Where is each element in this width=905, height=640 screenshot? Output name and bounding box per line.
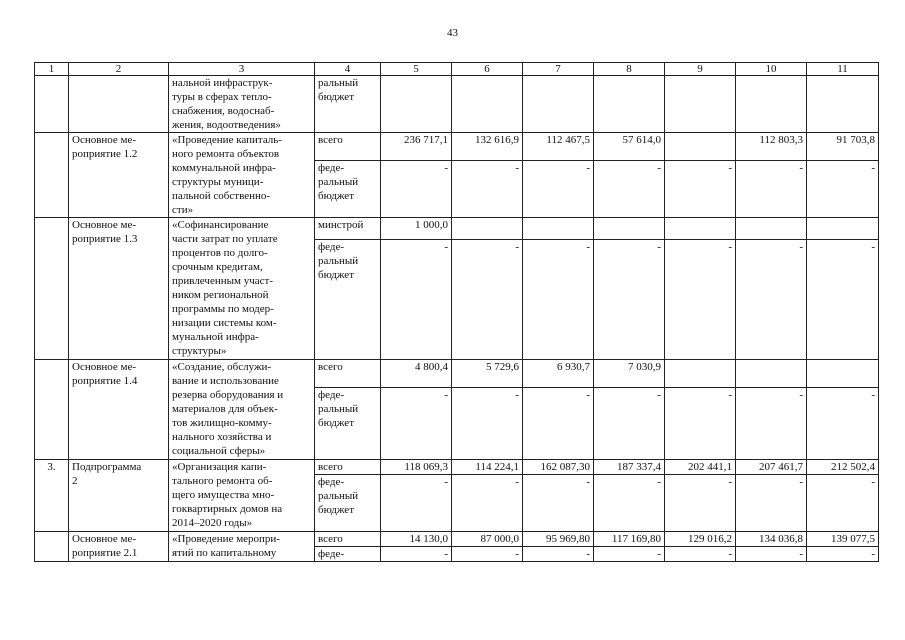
value-cell: - — [523, 240, 594, 360]
value-cell: - — [736, 388, 807, 460]
value-cell — [523, 218, 594, 240]
value-cell: 14 130,0 — [381, 532, 452, 547]
value-cell — [665, 360, 736, 388]
funding-source: феде- ральный бюджет — [315, 240, 381, 360]
column-header: 6 — [452, 63, 523, 76]
value-cell: - — [381, 240, 452, 360]
budget-table — [34, 62, 879, 562]
value-cell: - — [807, 388, 879, 460]
measure-description: «Проведение капиталь- ного ремонта объектов коммунальной инфра- структуры муници- пальной собственно- сти» — [169, 133, 315, 218]
table-row — [35, 360, 879, 388]
value-cell: - — [665, 161, 736, 218]
column-header: 2 — [69, 63, 169, 76]
measure-name: Основное ме- роприятие 1.3 — [69, 218, 169, 360]
value-cell: - — [452, 240, 523, 360]
funding-source: феде- ральный бюджет — [315, 161, 381, 218]
value-cell: 118 069,3 — [381, 460, 452, 475]
value-cell: - — [381, 475, 452, 532]
value-cell: 6 930,7 — [523, 360, 594, 388]
value-cell: - — [381, 161, 452, 218]
value-cell: 202 441,1 — [665, 460, 736, 475]
value-cell: - — [665, 547, 736, 562]
value-cell: 207 461,7 — [736, 460, 807, 475]
table-row — [35, 218, 879, 240]
measure-description: нальной инфраструк- туры в сферах тепло- снабжения, водоснаб- жения, водоотведения» — [169, 76, 315, 133]
funding-source: феде- ральный бюджет — [315, 475, 381, 532]
value-cell — [807, 360, 879, 388]
value-cell: - — [736, 240, 807, 360]
value-cell: 91 703,8 — [807, 133, 879, 161]
value-cell: 134 036,8 — [736, 532, 807, 547]
value-cell: - — [736, 475, 807, 532]
value-cell: 87 000,0 — [452, 532, 523, 547]
column-header-row — [35, 63, 879, 76]
value-cell: - — [452, 161, 523, 218]
measure-description: «Создание, обслужи- вание и использование резерва оборудования и материалов для объек- тов жилищно-комму- нального хозяйства и социальной сферы» — [169, 360, 315, 460]
value-cell: 117 169,80 — [594, 532, 665, 547]
value-cell — [665, 218, 736, 240]
value-cell — [807, 218, 879, 240]
measure-name: Подпрограмма 2 — [69, 460, 169, 532]
value-cell: - — [665, 240, 736, 360]
value-cell: - — [381, 388, 452, 460]
value-cell: 4 800,4 — [381, 360, 452, 388]
value-cell: - — [807, 161, 879, 218]
value-cell: - — [452, 475, 523, 532]
funding-source: феде- ральный бюджет — [315, 388, 381, 460]
funding-source: ральный бюджет — [315, 76, 381, 133]
value-cell: - — [594, 388, 665, 460]
measure-description: «Проведение меропри- ятий по капитальному — [169, 532, 315, 562]
value-cell: 1 000,0 — [381, 218, 452, 240]
column-header: 7 — [523, 63, 594, 76]
value-cell: 112 467,5 — [523, 133, 594, 161]
value-cell: 57 614,0 — [594, 133, 665, 161]
measure-name: Основное ме- роприятие 1.2 — [69, 133, 169, 218]
column-header: 8 — [594, 63, 665, 76]
value-cell — [736, 360, 807, 388]
value-cell: - — [807, 475, 879, 532]
value-cell: 7 030,9 — [594, 360, 665, 388]
funding-source: феде- — [315, 547, 381, 562]
value-cell: 95 969,80 — [523, 532, 594, 547]
value-cell: - — [665, 388, 736, 460]
column-header: 4 — [315, 63, 381, 76]
value-cell — [594, 218, 665, 240]
table-row — [35, 133, 879, 161]
value-cell: - — [594, 240, 665, 360]
value-cell: - — [523, 161, 594, 218]
value-cell: - — [736, 547, 807, 562]
row-number: 3. — [35, 460, 69, 532]
value-cell: - — [736, 161, 807, 218]
value-cell: - — [807, 547, 879, 562]
funding-source: всего — [315, 460, 381, 475]
value-cell: - — [807, 240, 879, 360]
page-number: 43 — [447, 27, 458, 39]
value-cell: 236 717,1 — [381, 133, 452, 161]
value-cell — [452, 218, 523, 240]
funding-source: всего — [315, 532, 381, 547]
column-header: 10 — [736, 63, 807, 76]
value-cell: 5 729,6 — [452, 360, 523, 388]
value-cell: - — [523, 388, 594, 460]
value-cell: - — [523, 547, 594, 562]
column-header: 1 — [35, 63, 69, 76]
value-cell — [665, 133, 736, 161]
value-cell: - — [665, 475, 736, 532]
measure-description: «Организация капи- тального ремонта об- щего имущества мно- гоквартирных домов на 2014–2020 годы» — [169, 460, 315, 532]
value-cell: - — [594, 475, 665, 532]
funding-source: всего — [315, 133, 381, 161]
measure-name: Основное ме- роприятие 1.4 — [69, 360, 169, 460]
value-cell: 139 077,5 — [807, 532, 879, 547]
value-cell: - — [381, 547, 452, 562]
value-cell: - — [594, 161, 665, 218]
value-cell — [736, 218, 807, 240]
value-cell: 114 224,1 — [452, 460, 523, 475]
column-header: 9 — [665, 63, 736, 76]
column-header: 5 — [381, 63, 452, 76]
value-cell: 212 502,4 — [807, 460, 879, 475]
value-cell: 187 337,4 — [594, 460, 665, 475]
column-header: 11 — [807, 63, 879, 76]
measure-description: «Софинансирование части затрат по уплате процентов по долго- срочным кредитам, привлеченным участ- ником региональной программы по модер- низации системы ком- мунальной инфра- структуры» — [169, 218, 315, 360]
value-cell: 112 803,3 — [736, 133, 807, 161]
value-cell: 162 087,30 — [523, 460, 594, 475]
value-cell: 132 616,9 — [452, 133, 523, 161]
value-cell: 129 016,2 — [665, 532, 736, 547]
funding-source: минстрой — [315, 218, 381, 240]
column-header: 3 — [169, 63, 315, 76]
funding-source: всего — [315, 360, 381, 388]
measure-name: Основное ме- роприятие 2.1 — [69, 532, 169, 562]
table-row — [35, 76, 879, 133]
value-cell: - — [594, 547, 665, 562]
table-row — [35, 532, 879, 547]
value-cell: - — [452, 388, 523, 460]
value-cell: - — [523, 475, 594, 532]
table-row — [35, 460, 879, 475]
value-cell: - — [452, 547, 523, 562]
